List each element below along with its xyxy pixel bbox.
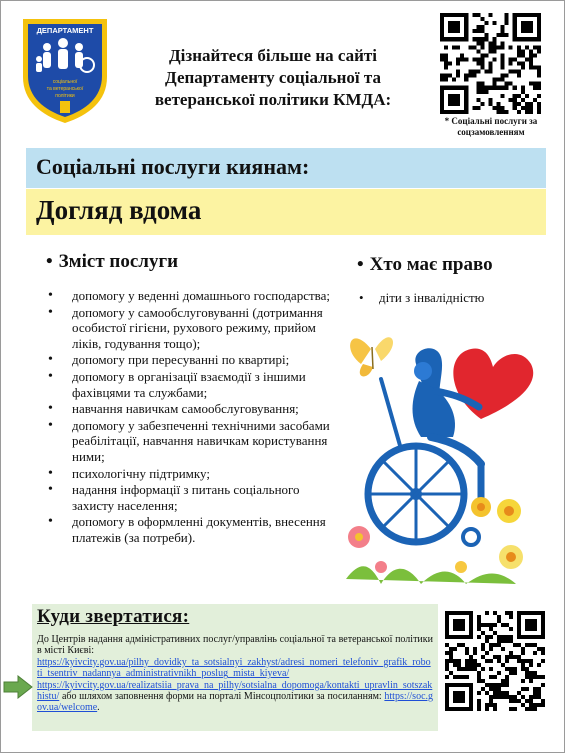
services-list [44,288,340,547]
logo-title: ДЕПАРТАМЕНТ [36,26,94,35]
link-cnap-addresses[interactable]: https://kyivcity.gov.ua/pilhy_dovidky_ta_sotsialnyi_zakhyst/adresi_nomeri_telefoniv_grafik_roboti_tsentriv_nadannya_administrativnikh_poslug_mista_kiyeva/ [37,656,431,680]
list-item: • допомогу в організації взаємодії з іншими фахівцями та службами; [44,369,340,400]
list-item: • допомогу у забезпеченні технічними засобами реабілітації, навчання навичкам користування ними; [44,418,340,465]
contacts-intro: До Центрів надання адміністративних послуг/управлінь соціальної та ветеранської політики в місті Києві: [37,634,433,657]
logo-line-1: соціальної [52,79,78,85]
who-list [357,290,547,306]
list-item: • допомогу у веденні домашнього господарства; [44,288,340,304]
qr-code-icon[interactable] [445,611,545,711]
wheelchair-child-illustration [341,319,541,589]
list-item: • допомогу у самообслуговуванні (дотримання особистої гігієни, рухового режиму, прийом ліків, годування тощо); [44,305,340,352]
list-item: • психологічну підтримку; [44,466,340,482]
heart-icon [453,349,533,419]
department-logo [19,15,111,127]
list-item: • допомогу при пересуванні по квартирі; [44,352,340,368]
who-heading: • Хто має право [357,254,493,275]
qr-code-icon[interactable] [440,13,541,114]
logo-line-3: політики [55,93,75,99]
logo-line-2: та ветеранської [46,86,84,92]
banner-subtitle: Соціальні послуги киянам: [26,148,546,188]
banner-title: Догляд вдома [26,189,546,235]
contacts-box [32,604,438,731]
contacts-end: . [97,702,100,714]
header-line: ветеранської політики КМДА: [154,90,392,109]
header-line: Дізнайтеся більше на сайті [168,46,377,65]
list-item: • навчання навичкам самообслуговування; [44,401,340,417]
list-item: • допомогу в оформленні документів, внесення платежів (за потреби). [44,514,340,545]
who-heading-text: Хто має право [369,254,493,275]
services-heading: • Зміст послуги [46,251,179,272]
list-item: • діти з інвалідністю [357,290,547,306]
header-line: Департаменту соціальної та [165,68,381,87]
arrow-right-icon [3,675,33,699]
contacts-title: Куди звертатися: [37,606,190,627]
link-social-contacts[interactable]: https://kyivcity.gov.ua/realizatsiia_prava_na_pilhy/sotsialna_dopomoga/kontakti_upravlin_sotszakhistu/ [37,679,433,703]
butterfly-icon [350,337,393,376]
contacts-between: або шляхом заповнення форми на порталі Мінсоцполітики за посиланням: [61,691,382,703]
link-minsoc[interactable]: https://soc.gov.ua/welcome [37,691,434,714]
header-text [123,45,423,111]
qr-note: * Соціальні послуги за соцзамовленням [444,116,538,137]
services-heading-text: Зміст послуги [58,251,179,272]
list-item: • надання інформації з питань соціального захисту населення; [44,482,340,513]
contacts-body [37,634,433,714]
